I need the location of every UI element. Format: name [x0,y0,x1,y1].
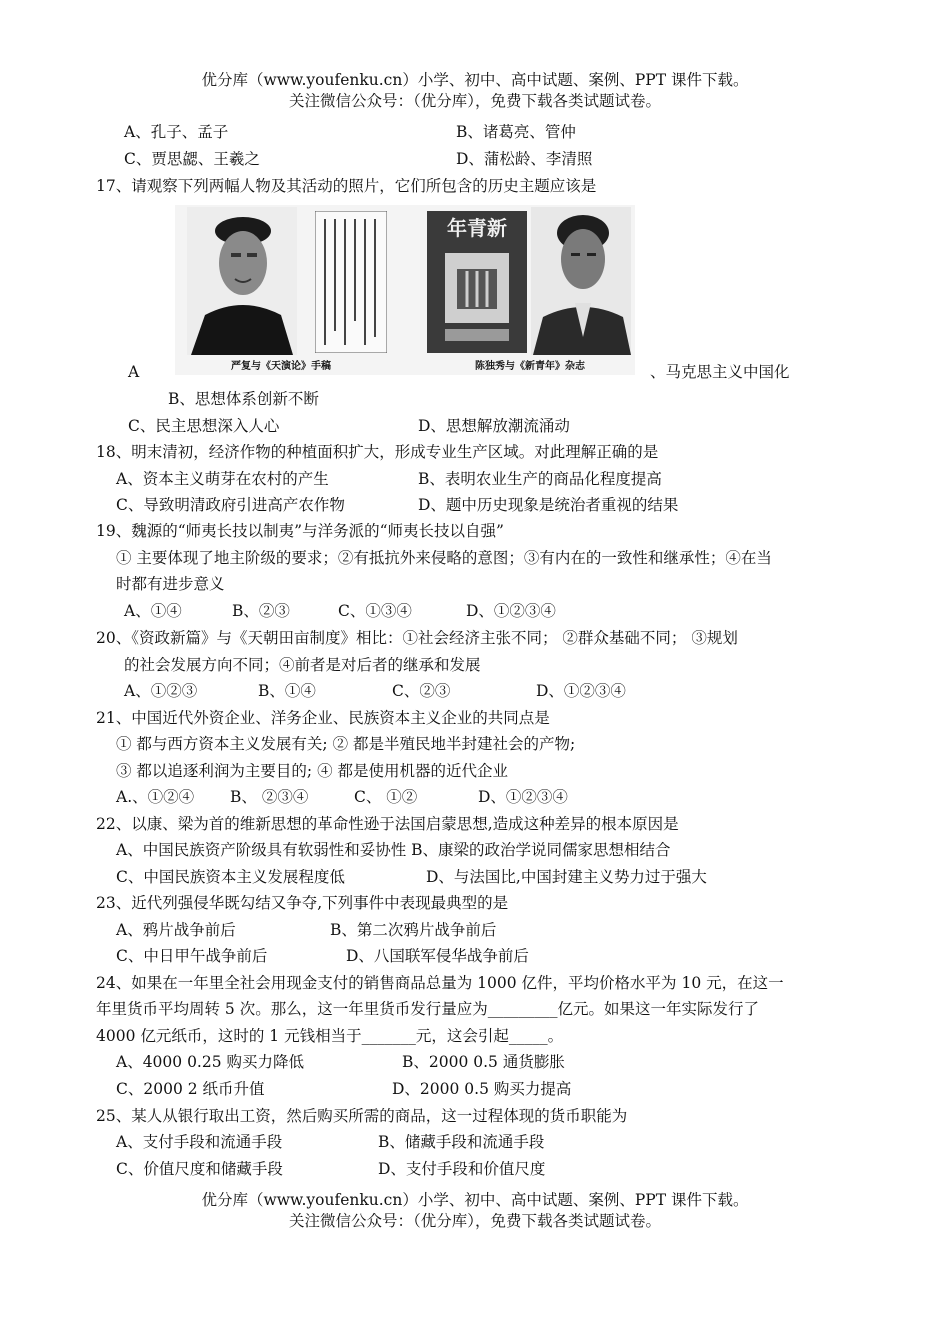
q21-statement-line-2: ③ 都以追逐利润为主要目的; ④ 都是使用机器的近代企业 [116,762,509,780]
q24-option-b: B、2000 0.5 通货膨胀 [402,1053,565,1071]
q21-stem: 21、中国近代外资企业、洋务企业、民族资本主义企业的共同点是 [96,709,550,727]
q19-option-c: C、①③④ [338,602,412,620]
q23-stem: 23、近代列强侵华既勾结又争夺,下列事件中表现最典型的是 [96,894,509,912]
q25-stem: 25、某人从银行取出工资，然后购买所需的商品，这一过程体现的货币职能为 [96,1107,628,1125]
q21-statement-line-1: ① 都与西方资本主义发展有关; ② 都是半殖民地半封建社会的产物; [116,735,576,753]
q24-option-d: D、2000 0.5 购买力提高 [392,1080,572,1098]
q18-option-c: C、导致明清政府引进高产农作物 [116,496,345,514]
q25-option-d: D、支付手段和价值尺度 [378,1160,546,1178]
q20-option-d: D、①②③④ [536,682,626,700]
q21-option-d: D、①②③④ [478,788,568,806]
q17-option-a-tail: 、马克思主义中国化 [650,363,790,381]
q20-stem: 20、《资政新篇》与《天朝田亩制度》相比：①社会经济主张不同； ②群众基础不同； ③规划 [96,629,738,647]
q24-line-1: 24、如果在一年里全社会用现金支付的销售商品总量为 1000 亿件，平均价格水平为 10 元，在这一 [96,974,784,992]
q17-photo [175,205,635,375]
q18-option-b: B、表明农业生产的商品化程度提高 [418,470,662,488]
q22-option-d: D、与法国比,中国封建主义势力过于强大 [426,868,707,886]
page-footer-line-2: 关注微信公众号：（优分库），免费下载各类试题试卷。 [288,1212,661,1230]
q16-option-a: A、孔子、孟子 [124,123,229,141]
q20-option-c: C、②③ [392,682,451,700]
q18-option-d: D、题中历史现象是统治者重视的结果 [418,496,679,514]
q18-option-a: A、资本主义萌芽在农村的产生 [116,470,329,488]
page-header-line-1: 优分库（www.youfenku.cn）小学、初中、高中试题、案例、PPT 课件下载。 [201,71,749,89]
q23-option-b: B、第二次鸦片战争前后 [330,921,497,939]
q17-option-c: C、民主思想深入人心 [128,417,280,435]
q16-option-c: C、贾思勰、王羲之 [124,150,260,168]
q19-statement-line-1: ① 主要体现了地主阶级的要求；②有抵抗外来侵略的意图；③有内在的一致性和继承性；④在当 [116,549,772,567]
q19-stem: 19、魏源的“师夷长技以制夷”与洋务派的“师夷长技以自强” [96,522,504,540]
q17-stem: 17、请观察下列两幅人物及其活动的照片，它们所包含的历史主题应该是 [96,177,597,195]
q25-option-b: B、储藏手段和流通手段 [378,1133,545,1151]
q21-option-a: A.、①②④ [116,788,195,806]
q21-option-b: B、 ②③④ [230,788,309,806]
q17-option-d: D、思想解放潮流涌动 [418,417,570,435]
q17-option-b: B、思想体系创新不断 [168,390,319,408]
q24-option-c: C、2000 2 纸币升值 [116,1080,265,1098]
page-header-line-2: 关注微信公众号：（优分库），免费下载各类试题试卷。 [288,92,661,110]
q16-option-d: D、蒲松龄、李清照 [456,150,593,168]
q19-option-d: D、①②③④ [466,602,556,620]
q16-option-b: B、诸葛亮、管仲 [456,123,576,141]
q23-option-c: C、中日甲午战争前后 [116,947,268,965]
magazine-cover-image [427,211,527,353]
q19-option-a: A、①④ [124,602,182,620]
q22-stem: 22、以康、梁为首的维新思想的革命性逊于法国启蒙思想,造成这种差异的根本原因是 [96,815,679,833]
q21-option-c: C、 ①② [354,788,418,806]
q24-option-a: A、4000 0.25 购买力降低 [116,1053,305,1071]
q19-statement-line-2: 时都有进步意义 [116,575,225,593]
q25-option-a: A、支付手段和流通手段 [116,1133,283,1151]
q25-option-c: C、价值尺度和储藏手段 [116,1160,283,1178]
q24-line-2: 年里货币平均周转 5 次。那么，这一年里货币发行量应为_________亿元。如果这一年实际发行了 [96,1000,759,1018]
magazine-title: 年青新 [447,216,507,240]
q22-option-c: C、中国民族资本主义发展程度低 [116,868,345,886]
q18-stem: 18、明末清初，经济作物的种植面积扩大，形成专业生产区域。对此理解正确的是 [96,443,659,461]
q23-option-a: A、鸦片战争前后 [116,921,236,939]
manuscript-image [315,211,387,353]
q23-option-d: D、八国联军侵华战争前后 [346,947,529,965]
page-footer-line-1: 优分库（www.youfenku.cn）小学、初中、高中试题、案例、PPT 课件下载。 [201,1191,749,1209]
q24-line-3: 4000 亿元纸币，这时的 1 元钱相当于_______元，这会引起_____。 [96,1027,564,1045]
q22-options-a-b: A、中国民族资产阶级具有软弱性和妥协性 B、康梁的政治学说同儒家思想相结合 [116,841,671,859]
chen-duxiu-portrait [531,207,631,355]
q17-option-a-prefix: A [128,363,140,381]
q20-option-b: B、①④ [258,682,316,700]
photo-caption-left: 严复与《天演论》手稿 [231,361,331,372]
photo-caption-right: 陈独秀与《新青年》杂志 [475,361,585,372]
q19-option-b: B、②③ [232,602,290,620]
q20-statement-line: 的社会发展方向不同；④前者是对后者的继承和发展 [124,656,481,674]
yan-fu-portrait [187,207,297,355]
q20-option-a: A、①②③ [124,682,198,700]
